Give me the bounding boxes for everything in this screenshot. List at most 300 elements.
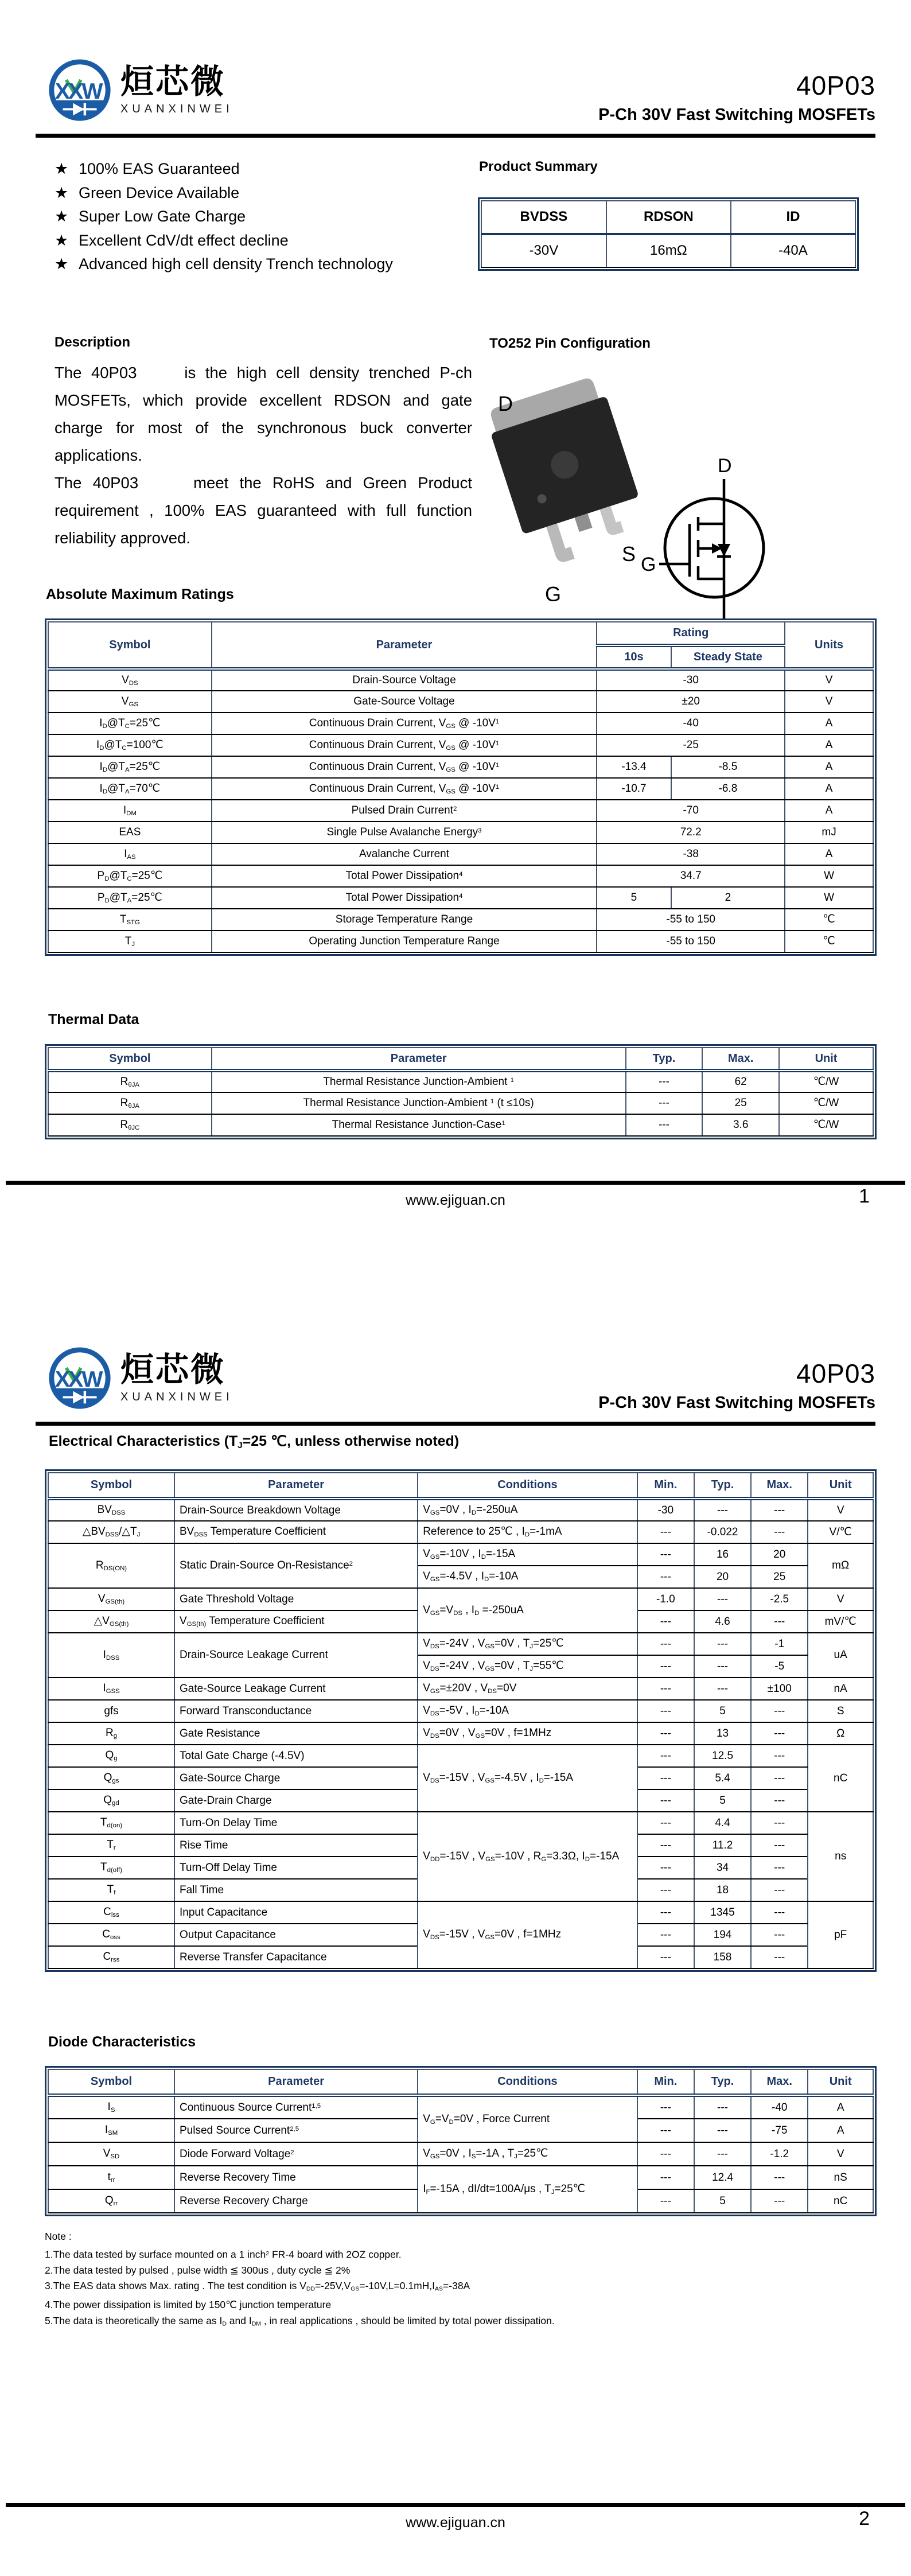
- column-header: Units: [785, 622, 873, 669]
- column-header: Max.: [702, 1048, 779, 1071]
- table-cell: Drain-Source Voltage: [212, 669, 597, 691]
- table-cell: Input Capacitance: [174, 1901, 418, 1924]
- star-icon: ★: [54, 160, 69, 177]
- absolute-maximum-ratings-table: [45, 618, 877, 956]
- feature-label: Green Device Available: [79, 184, 240, 201]
- table-cell: V: [808, 2142, 873, 2166]
- page-2: [0, 1288, 911, 2576]
- column-header: Symbol: [48, 1048, 212, 1071]
- table-cell: Gate-Source Voltage: [212, 691, 597, 713]
- table-cell: $V_{GS}=-10V$ , $I_D=-15A$: [418, 1543, 637, 1566]
- column-header: Typ.: [626, 1048, 703, 1071]
- table-row: [48, 734, 873, 756]
- table-cell: -2.5: [751, 1588, 808, 1610]
- document-subtitle: P-Ch 30V Fast Switching MOSFETs: [598, 106, 875, 124]
- table-row: [48, 1521, 873, 1543]
- symbol-label-gate: G: [641, 554, 656, 575]
- table-cell: Total Power Dissipation$^4$: [212, 887, 597, 909]
- table-cell: ---: [637, 1610, 694, 1633]
- table-cell: -30: [597, 669, 785, 691]
- table-cell: Single Pulse Avalanche Energy$^3$: [212, 822, 597, 843]
- table-cell: 194: [694, 1924, 751, 1946]
- table-cell: Turn-Off Delay Time: [174, 1857, 418, 1879]
- table-cell: -6.8: [671, 778, 785, 800]
- table-row: [48, 1543, 873, 1566]
- table-row: [48, 2142, 873, 2166]
- table-cell: $I_{SM}$: [48, 2119, 174, 2142]
- feature-label: Excellent CdV/dt effect decline: [79, 231, 289, 249]
- feature-item: [54, 157, 462, 181]
- table-row: [48, 1722, 873, 1745]
- company-logo: [47, 57, 233, 125]
- table-cell: ---: [637, 1633, 694, 1655]
- to252-package-image: [481, 372, 653, 601]
- table-cell: ---: [637, 2166, 694, 2189]
- table-cell: ---: [637, 2119, 694, 2142]
- column-header: Min.: [637, 2069, 694, 2095]
- table-row: [48, 778, 873, 800]
- column-header: Symbol: [48, 2069, 174, 2095]
- table-cell: ---: [751, 1834, 808, 1857]
- table-cell: 72.2: [597, 822, 785, 843]
- table-cell: $V_{DS}=-15V$ , $V_{GS}=0V$ , f=1MHz: [418, 1901, 637, 1968]
- table-cell: $V_{DS}=-24V$ , $V_{GS}=0V$ , $T_J=55℃$: [418, 1655, 637, 1678]
- table-cell: Reference to 25℃ , $I_D=-1mA$: [418, 1521, 637, 1543]
- table-cell: nC: [808, 1745, 873, 1812]
- table-cell: $V_G=V_D=0V$ , Force Current: [418, 2095, 637, 2142]
- table-cell: ---: [751, 1946, 808, 1968]
- table-cell: nA: [808, 1678, 873, 1700]
- table-cell: 3.6: [702, 1114, 779, 1136]
- page-number: 2: [859, 2508, 870, 2530]
- table-cell: ---: [694, 1499, 751, 1521]
- company-name-chinese: 烜芯微: [120, 63, 226, 100]
- table-cell: pF: [808, 1901, 873, 1968]
- logo-monogram: XXW: [54, 1366, 102, 1392]
- table-cell: $C_{rss}$: [48, 1946, 174, 1968]
- table-cell: A: [808, 2119, 873, 2142]
- table-cell: $I_F=-15A$ , dI/dt=100A/μs , $T_J=25℃$: [418, 2166, 637, 2213]
- logo-text: [120, 1345, 233, 1404]
- table-cell: $R_{\theta JC}$: [48, 1114, 212, 1136]
- table-cell: -13.4: [597, 756, 671, 778]
- table-cell: $I_S$: [48, 2095, 174, 2119]
- table-cell: ---: [751, 1812, 808, 1834]
- table-body: [481, 234, 855, 267]
- table-cell: ℃: [785, 931, 873, 952]
- table-cell: $P_D@T_C=25℃$: [48, 865, 212, 887]
- feature-item: [54, 252, 462, 277]
- table-cell: Ω: [808, 1722, 873, 1745]
- table-cell: Continuous Drain Current, $V_{GS}$ @ $-10V^1$: [212, 734, 597, 756]
- table-cell: 5: [597, 887, 671, 909]
- table-cell: 12.4: [694, 2166, 751, 2189]
- table-cell: -38: [597, 843, 785, 865]
- table-cell: $I_{DSS}$: [48, 1633, 174, 1678]
- company-name-english: XUANXINWEI: [120, 1391, 233, 1403]
- table-cell: $V_{GS}=0V$ , $I_D=-250uA$: [418, 1499, 637, 1521]
- table-cell: $I_{AS}$: [48, 843, 212, 865]
- table-cell: -70: [597, 800, 785, 822]
- table-cell: 16: [694, 1543, 751, 1566]
- header-rule: [36, 1422, 875, 1426]
- star-icon: ★: [54, 208, 69, 225]
- table-cell: 2: [671, 887, 785, 909]
- table-cell: 11.2: [694, 1834, 751, 1857]
- table-cell: Thermal Resistance Junction-Ambient $^1$ (t ≤10s): [212, 1092, 626, 1114]
- table-cell: ±20: [597, 691, 785, 713]
- table-row: [48, 1812, 873, 1834]
- logo-monogram: XXW: [54, 78, 102, 104]
- table-cell: Rise Time: [174, 1834, 418, 1857]
- footer-url: www.ejiguan.cn: [406, 1192, 505, 1208]
- spec-table: [48, 2069, 874, 2213]
- table-cell: Avalanche Current: [212, 843, 597, 865]
- table-cell: ---: [751, 1901, 808, 1924]
- table-cell: $V_{GS(th)}$: [48, 1588, 174, 1610]
- package-leg-source: [599, 505, 624, 537]
- product-summary-title: Product Summary: [479, 159, 598, 174]
- table-cell: $Q_{rr}$: [48, 2189, 174, 2213]
- document-subtitle: P-Ch 30V Fast Switching MOSFETs: [598, 1394, 875, 1412]
- electrical-characteristics-title: Electrical Characteristics ($T_J=25$ ℃, unless otherwise noted): [49, 1433, 460, 1450]
- table-cell: $R_g$: [48, 1722, 174, 1745]
- table-row: [48, 756, 873, 778]
- table-cell: -30V: [481, 234, 606, 267]
- table-cell: $V_{GS(th)}$ Temperature Coefficient: [174, 1610, 418, 1633]
- mosfet-symbol-lines: [659, 479, 764, 619]
- table-cell: Gate-Source Charge: [174, 1767, 418, 1789]
- table-cell: ---: [694, 2095, 751, 2119]
- table-body: [48, 2095, 873, 2213]
- table-cell: ---: [637, 1901, 694, 1924]
- table-cell: 25: [702, 1092, 779, 1114]
- table-row: [48, 1700, 873, 1722]
- part-number: 40P03: [796, 1359, 875, 1388]
- feature-label: Super Low Gate Charge: [79, 208, 246, 225]
- text-line: 4.The power dissipation is limited by 150℃ junction temperature: [45, 2299, 332, 2311]
- table-cell: Gate-Source Leakage Current: [174, 1678, 418, 1700]
- feature-item: [54, 229, 462, 253]
- package-label-gate: G: [545, 582, 562, 601]
- table-cell: ---: [694, 2142, 751, 2166]
- absolute-maximum-ratings-title: Absolute Maximum Ratings: [46, 586, 234, 602]
- table-cell: Drain-Source Leakage Current: [174, 1633, 418, 1678]
- table-cell: ---: [637, 1812, 694, 1834]
- table-cell: $V_{SD}$: [48, 2142, 174, 2166]
- text-line: 3.The EAS data shows Max. rating . The test condition is $V_{DD}=-25V,V_{GS}=-10V,L=0.1mH,I_{AS}=-38A$: [45, 2280, 470, 2293]
- table-cell: $V_{DS}=0V$ , $V_{GS}=0V$ , f=1MHz: [418, 1722, 637, 1745]
- feature-item: [54, 205, 462, 229]
- header-row: [48, 1473, 873, 1499]
- table-cell: Storage Temperature Range: [212, 909, 597, 931]
- table-row: [48, 2166, 873, 2189]
- table-cell: $T_{d(off)}$: [48, 1857, 174, 1879]
- company-name-chinese: 烜芯微: [120, 1351, 226, 1388]
- column-header: Max.: [751, 2069, 808, 2095]
- table-cell: Continuous Source Current$^{1,5}$: [174, 2095, 418, 2119]
- column-header: Typ.: [694, 1473, 751, 1499]
- table-cell: -1.0: [637, 1588, 694, 1610]
- table-cell: Output Capacitance: [174, 1924, 418, 1946]
- table-cell: ---: [751, 1879, 808, 1901]
- table-cell: 20: [694, 1566, 751, 1588]
- table-cell: ---: [637, 1543, 694, 1566]
- column-header: Typ.: [694, 2069, 751, 2095]
- table-cell: $V_{DS}=-15V$ , $V_{GS}=-4.5V$ , $I_D=-15A$: [418, 1745, 637, 1812]
- table-cell: V: [785, 691, 873, 713]
- table-cell: nS: [808, 2166, 873, 2189]
- table-cell: A: [785, 843, 873, 865]
- table-cell: $T_J$: [48, 931, 212, 952]
- table-cell: A: [785, 778, 873, 800]
- header-row: [48, 1048, 873, 1071]
- table-row: [48, 1092, 873, 1114]
- table-cell: $T_r$: [48, 1834, 174, 1857]
- table-cell: -10.7: [597, 778, 671, 800]
- table-header: [48, 2069, 873, 2095]
- table-header: [481, 201, 855, 234]
- table-cell: $C_{oss}$: [48, 1924, 174, 1946]
- column-header: Rating: [597, 622, 785, 645]
- table-cell: $V_{DD}=-15V$ , $V_{GS}=-10V$ , $R_G=3.3\Omega$, $I_D=-15A$: [418, 1812, 637, 1901]
- diode-characteristics-title: Diode Characteristics: [48, 2034, 196, 2050]
- table-cell: $BV_{DSS}$: [48, 1499, 174, 1521]
- table-cell: ---: [637, 1722, 694, 1745]
- table-cell: ℃: [785, 909, 873, 931]
- table-cell: 16mΩ: [606, 234, 731, 267]
- table-cell: A: [785, 756, 873, 778]
- table-cell: ±100: [751, 1678, 808, 1700]
- table-cell: -55 to 150: [597, 931, 785, 952]
- table-cell: ---: [637, 2095, 694, 2119]
- features-list: [54, 157, 462, 277]
- table-cell: W: [785, 887, 873, 909]
- table-cell: A: [785, 800, 873, 822]
- table-row: [48, 887, 873, 909]
- table-cell: ---: [626, 1092, 703, 1114]
- table-cell: A: [785, 713, 873, 734]
- feature-label: 100% EAS Guaranteed: [79, 160, 240, 177]
- table-cell: Total Power Dissipation$^4$: [212, 865, 597, 887]
- table-body: [48, 1499, 873, 1968]
- table-row: [48, 1745, 873, 1767]
- table-cell: gfs: [48, 1700, 174, 1722]
- table-cell: $R_{\theta JA}$: [48, 1071, 212, 1092]
- table-row: [48, 713, 873, 734]
- table-cell: ---: [637, 1678, 694, 1700]
- package-leg-gate: [546, 522, 575, 564]
- table-cell: -30: [637, 1499, 694, 1521]
- spec-table: [48, 1047, 874, 1137]
- table-row: [48, 2095, 873, 2119]
- table-row: [48, 1678, 873, 1700]
- column-header: RDSON: [606, 201, 731, 234]
- table-cell: ---: [637, 1857, 694, 1879]
- table-cell: Diode Forward Voltage$^2$: [174, 2142, 418, 2166]
- table-cell: ---: [637, 1767, 694, 1789]
- table-row: [48, 843, 873, 865]
- feature-label: Advanced high cell density Trench technology: [79, 255, 393, 273]
- table-cell: 25: [751, 1566, 808, 1588]
- table-cell: V: [808, 1499, 873, 1521]
- table-body: [48, 1071, 873, 1136]
- notes-title: Note :: [45, 2231, 72, 2242]
- table-cell: Continuous Drain Current, $V_{GS}$ @ $-10V^1$: [212, 756, 597, 778]
- table-cell: ---: [751, 2166, 808, 2189]
- table-cell: -1: [751, 1633, 808, 1655]
- table-row: [48, 669, 873, 691]
- table-header: [48, 1048, 873, 1071]
- table-cell: Continuous Drain Current, $V_{GS}$ @ $-10V^1$: [212, 778, 597, 800]
- table-cell: mJ: [785, 822, 873, 843]
- table-cell: $V_{DS}=-5V$ , $I_D=-10A$: [418, 1700, 637, 1722]
- table-cell: $V_{GS}=V_{DS}$ , $I_D =-250uA$: [418, 1588, 637, 1633]
- table-cell: 4.6: [694, 1610, 751, 1633]
- table-cell: 5: [694, 2189, 751, 2213]
- column-header: Conditions: [418, 2069, 637, 2095]
- table-cell: -5: [751, 1655, 808, 1678]
- table-row: [481, 234, 855, 267]
- column-header: 10s: [597, 645, 671, 669]
- table-cell: nC: [808, 2189, 873, 2213]
- table-cell: -55 to 150: [597, 909, 785, 931]
- table-cell: ---: [694, 1655, 751, 1678]
- table-cell: W: [785, 865, 873, 887]
- table-row: [48, 1499, 873, 1521]
- table-cell: Gate Threshold Voltage: [174, 1588, 418, 1610]
- product-summary-table: [478, 197, 859, 271]
- table-row: [48, 800, 873, 822]
- column-header: ID: [731, 201, 855, 234]
- table-cell: 18: [694, 1879, 751, 1901]
- pin-configuration-title: TO252 Pin Configuration: [489, 336, 651, 351]
- table-cell: $C_{iss}$: [48, 1901, 174, 1924]
- table-cell: 34.7: [597, 865, 785, 887]
- spec-table: [481, 200, 856, 268]
- table-body: [48, 669, 873, 952]
- table-row: [48, 909, 873, 931]
- table-cell: ---: [751, 2189, 808, 2213]
- column-header: Parameter: [212, 1048, 626, 1071]
- thermal-data-table: [45, 1044, 877, 1139]
- table-cell: $I_D@T_A=70℃$: [48, 778, 212, 800]
- table-cell: $T_{d(on)}$: [48, 1812, 174, 1834]
- table-cell: 1345: [694, 1901, 751, 1924]
- table-cell: mV/℃: [808, 1610, 873, 1633]
- table-cell: 12.5: [694, 1745, 751, 1767]
- table-cell: ns: [808, 1812, 873, 1901]
- table-cell: $Q_{gs}$: [48, 1767, 174, 1789]
- table-cell: ---: [751, 1499, 808, 1521]
- table-cell: Gate Resistance: [174, 1722, 418, 1745]
- table-cell: $Q_g$: [48, 1745, 174, 1767]
- column-header: Parameter: [212, 622, 597, 669]
- table-cell: $Q_{gd}$: [48, 1789, 174, 1812]
- notes-section: [45, 2229, 555, 2332]
- column-header: Parameter: [174, 1473, 418, 1499]
- table-cell: Continuous Drain Current, $V_{GS}$ @ $-10V^1$: [212, 713, 597, 734]
- column-header: Min.: [637, 1473, 694, 1499]
- table-cell: ℃/W: [779, 1114, 873, 1136]
- table-cell: Thermal Resistance Junction-Case$^1$: [212, 1114, 626, 1136]
- table-cell: Pulsed Source Current$^{2,5}$: [174, 2119, 418, 2142]
- electrical-characteristics-table: [45, 1469, 877, 1972]
- footer-rule: [6, 2503, 905, 2507]
- table-cell: 62: [702, 1071, 779, 1092]
- table-cell: 5.4: [694, 1767, 751, 1789]
- table-cell: ---: [637, 1655, 694, 1678]
- table-cell: ---: [637, 1745, 694, 1767]
- table-cell: $\triangle BV_{DSS}/\triangle T_J$: [48, 1521, 174, 1543]
- column-header: Steady State: [671, 645, 785, 669]
- table-cell: ---: [637, 1834, 694, 1857]
- table-cell: $I_D@T_C=25℃$: [48, 713, 212, 734]
- mosfet-symbol: [634, 449, 806, 634]
- table-row: [48, 931, 873, 952]
- table-cell: -0.022: [694, 1521, 751, 1543]
- table-cell: $V_{GS}=-4.5V$ , $I_D=-10A$: [418, 1566, 637, 1588]
- table-cell: $V_{DS}$: [48, 669, 212, 691]
- table-cell: ---: [751, 1610, 808, 1633]
- table-cell: -75: [751, 2119, 808, 2142]
- table-cell: 13: [694, 1722, 751, 1745]
- table-cell: 5: [694, 1789, 751, 1812]
- table-cell: ---: [637, 1924, 694, 1946]
- table-cell: $V_{GS}$: [48, 691, 212, 713]
- table-row: [48, 691, 873, 713]
- package-label-source: S: [622, 542, 636, 566]
- star-icon: ★: [54, 231, 69, 249]
- logo-mark-icon: [47, 1345, 115, 1413]
- table-cell: $I_{GSS}$: [48, 1678, 174, 1700]
- table-cell: ---: [637, 1566, 694, 1588]
- table-cell: uA: [808, 1633, 873, 1678]
- table-cell: Fall Time: [174, 1879, 418, 1901]
- table-cell: -40A: [731, 234, 855, 267]
- table-cell: -40: [751, 2095, 808, 2119]
- table-cell: ---: [751, 1857, 808, 1879]
- table-cell: ---: [751, 1789, 808, 1812]
- table-cell: EAS: [48, 822, 212, 843]
- table-cell: ---: [694, 2119, 751, 2142]
- table-cell: Static Drain-Source On-Resistance$^2$: [174, 1543, 418, 1588]
- table-cell: ---: [637, 2189, 694, 2213]
- description-text: [54, 359, 472, 552]
- table-cell: Pulsed Drain Current$^2$: [212, 800, 597, 822]
- table-cell: $T_f$: [48, 1879, 174, 1901]
- table-cell: ---: [751, 1521, 808, 1543]
- table-cell: S: [808, 1700, 873, 1722]
- table-cell: $I_D@T_A=25℃$: [48, 756, 212, 778]
- table-cell: Reverse Recovery Time: [174, 2166, 418, 2189]
- table-cell: -8.5: [671, 756, 785, 778]
- header-row: [48, 2069, 873, 2095]
- table-header: [48, 622, 873, 669]
- star-icon: ★: [54, 184, 69, 201]
- company-logo: [47, 1345, 233, 1413]
- table-cell: ---: [694, 1588, 751, 1610]
- logo-text: [120, 57, 233, 116]
- table-cell: ---: [637, 1879, 694, 1901]
- table-cell: $I_{DM}$: [48, 800, 212, 822]
- table-row: [48, 1114, 873, 1136]
- body-diode-icon: [718, 544, 730, 557]
- header-row: [48, 622, 873, 645]
- text-line: 5.The data is theoretically the same as $I_D$ and $I_{DM}$ , in real applications , should be limited by total power dissipation.: [45, 2314, 555, 2328]
- table-cell: Forward Transconductance: [174, 1700, 418, 1722]
- table-cell: V: [785, 669, 873, 691]
